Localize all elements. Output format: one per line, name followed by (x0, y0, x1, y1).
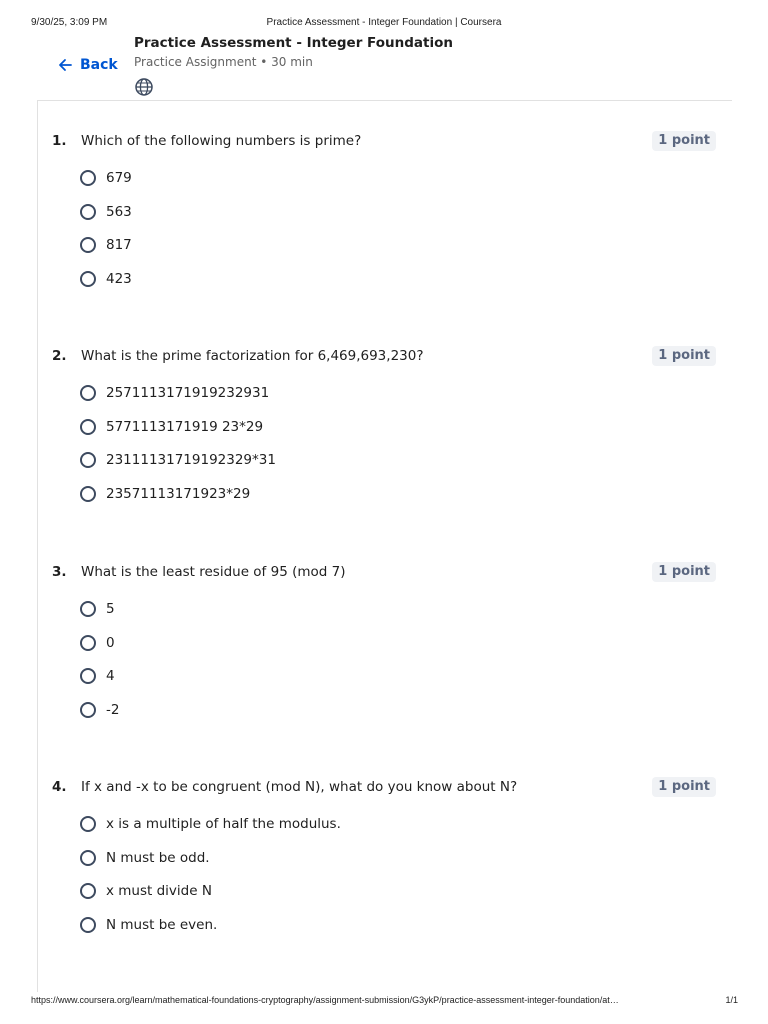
points-badge: 1 point (652, 777, 716, 797)
answer-option[interactable] (80, 915, 722, 935)
option-label: N must be odd. (106, 849, 210, 866)
answer-option[interactable] (80, 235, 722, 255)
option-label: 5771113171919 23*29 (106, 418, 264, 435)
question-4 (52, 777, 722, 948)
radio-button[interactable] (80, 385, 96, 401)
option-label: N must be even. (106, 916, 218, 933)
question-text: What is the least residue of 95 (mod 7) (81, 564, 346, 580)
question-text: What is the prime factorization for 6,469,693,230? (81, 348, 424, 364)
points-badge: 1 point (652, 346, 716, 366)
print-url: https://www.coursera.org/learn/mathematical-foundations-cryptography/assignment-submission/G3ykP/practice-assessment-integer-foundation/at… (31, 995, 619, 1005)
option-label: 23111131719192329*31 (106, 452, 276, 469)
answer-option[interactable] (80, 383, 722, 403)
points-badge: 1 point (652, 562, 716, 582)
points-badge: 1 point (652, 131, 716, 151)
print-page-number: 1/1 (725, 995, 738, 1005)
answer-option[interactable] (80, 700, 722, 720)
option-label: 5 (106, 601, 115, 617)
option-label: x must divide N (106, 883, 212, 900)
page-title: Practice Assessment - Integer Foundation (134, 35, 453, 51)
radio-button[interactable] (80, 883, 96, 899)
back-label: Back (80, 57, 118, 73)
option-label: 563 (106, 203, 132, 220)
answer-option[interactable] (80, 599, 722, 619)
answer-options (52, 168, 722, 289)
question-text: Which of the following numbers is prime? (81, 133, 362, 149)
option-label: 423 (106, 270, 132, 287)
question-number: 3. (52, 564, 67, 580)
radio-button[interactable] (80, 668, 96, 684)
question-number: 1. (52, 133, 67, 149)
content-left-border (37, 100, 38, 992)
answer-option[interactable] (80, 202, 722, 222)
answer-option[interactable] (80, 814, 722, 834)
option-label: 4 (106, 668, 115, 685)
question-1 (52, 131, 722, 302)
radio-button[interactable] (80, 204, 96, 220)
radio-button[interactable] (80, 486, 96, 502)
question-2 (52, 346, 722, 517)
answer-option[interactable] (80, 450, 722, 470)
answer-options (52, 383, 722, 504)
option-label: 23571113171923*29 (106, 485, 251, 502)
print-title: Practice Assessment - Integer Foundation | Coursera (266, 17, 502, 28)
header-divider (37, 100, 732, 101)
answer-options (52, 599, 722, 720)
question-3 (52, 562, 722, 733)
option-label: 0 (106, 634, 115, 651)
answer-option[interactable] (80, 269, 722, 289)
arrow-left-icon (58, 58, 72, 72)
radio-button[interactable] (80, 237, 96, 253)
answer-option[interactable] (80, 848, 722, 868)
radio-button[interactable] (80, 635, 96, 651)
print-date: 9/30/25, 3:09 PM (31, 17, 108, 28)
answer-option[interactable] (80, 881, 722, 901)
option-label: x is a multiple of half the modulus. (106, 816, 341, 832)
question-number: 4. (52, 779, 67, 795)
option-label: 679 (106, 170, 132, 186)
back-button[interactable] (58, 57, 118, 73)
radio-button[interactable] (80, 702, 96, 718)
question-number: 2. (52, 348, 67, 364)
answer-option[interactable] (80, 633, 722, 653)
radio-button[interactable] (80, 170, 96, 186)
assignment-meta: Practice Assignment • 30 min (134, 55, 313, 69)
option-label: 817 (106, 237, 132, 254)
answer-option[interactable] (80, 417, 722, 437)
globe-icon[interactable] (134, 77, 154, 97)
answer-option[interactable] (80, 484, 722, 504)
radio-button[interactable] (80, 452, 96, 468)
answer-option[interactable] (80, 666, 722, 686)
radio-button[interactable] (80, 419, 96, 435)
radio-button[interactable] (80, 816, 96, 832)
radio-button[interactable] (80, 917, 96, 933)
assessment-header (134, 34, 453, 97)
radio-button[interactable] (80, 601, 96, 617)
answer-option[interactable] (80, 168, 722, 188)
answer-options (52, 814, 722, 935)
option-label: -2 (106, 701, 120, 718)
radio-button[interactable] (80, 271, 96, 287)
radio-button[interactable] (80, 850, 96, 866)
question-text: If x and -x to be congruent (mod N), what do you know about N? (81, 779, 518, 795)
option-label: 2571113171919232931 (106, 385, 270, 401)
